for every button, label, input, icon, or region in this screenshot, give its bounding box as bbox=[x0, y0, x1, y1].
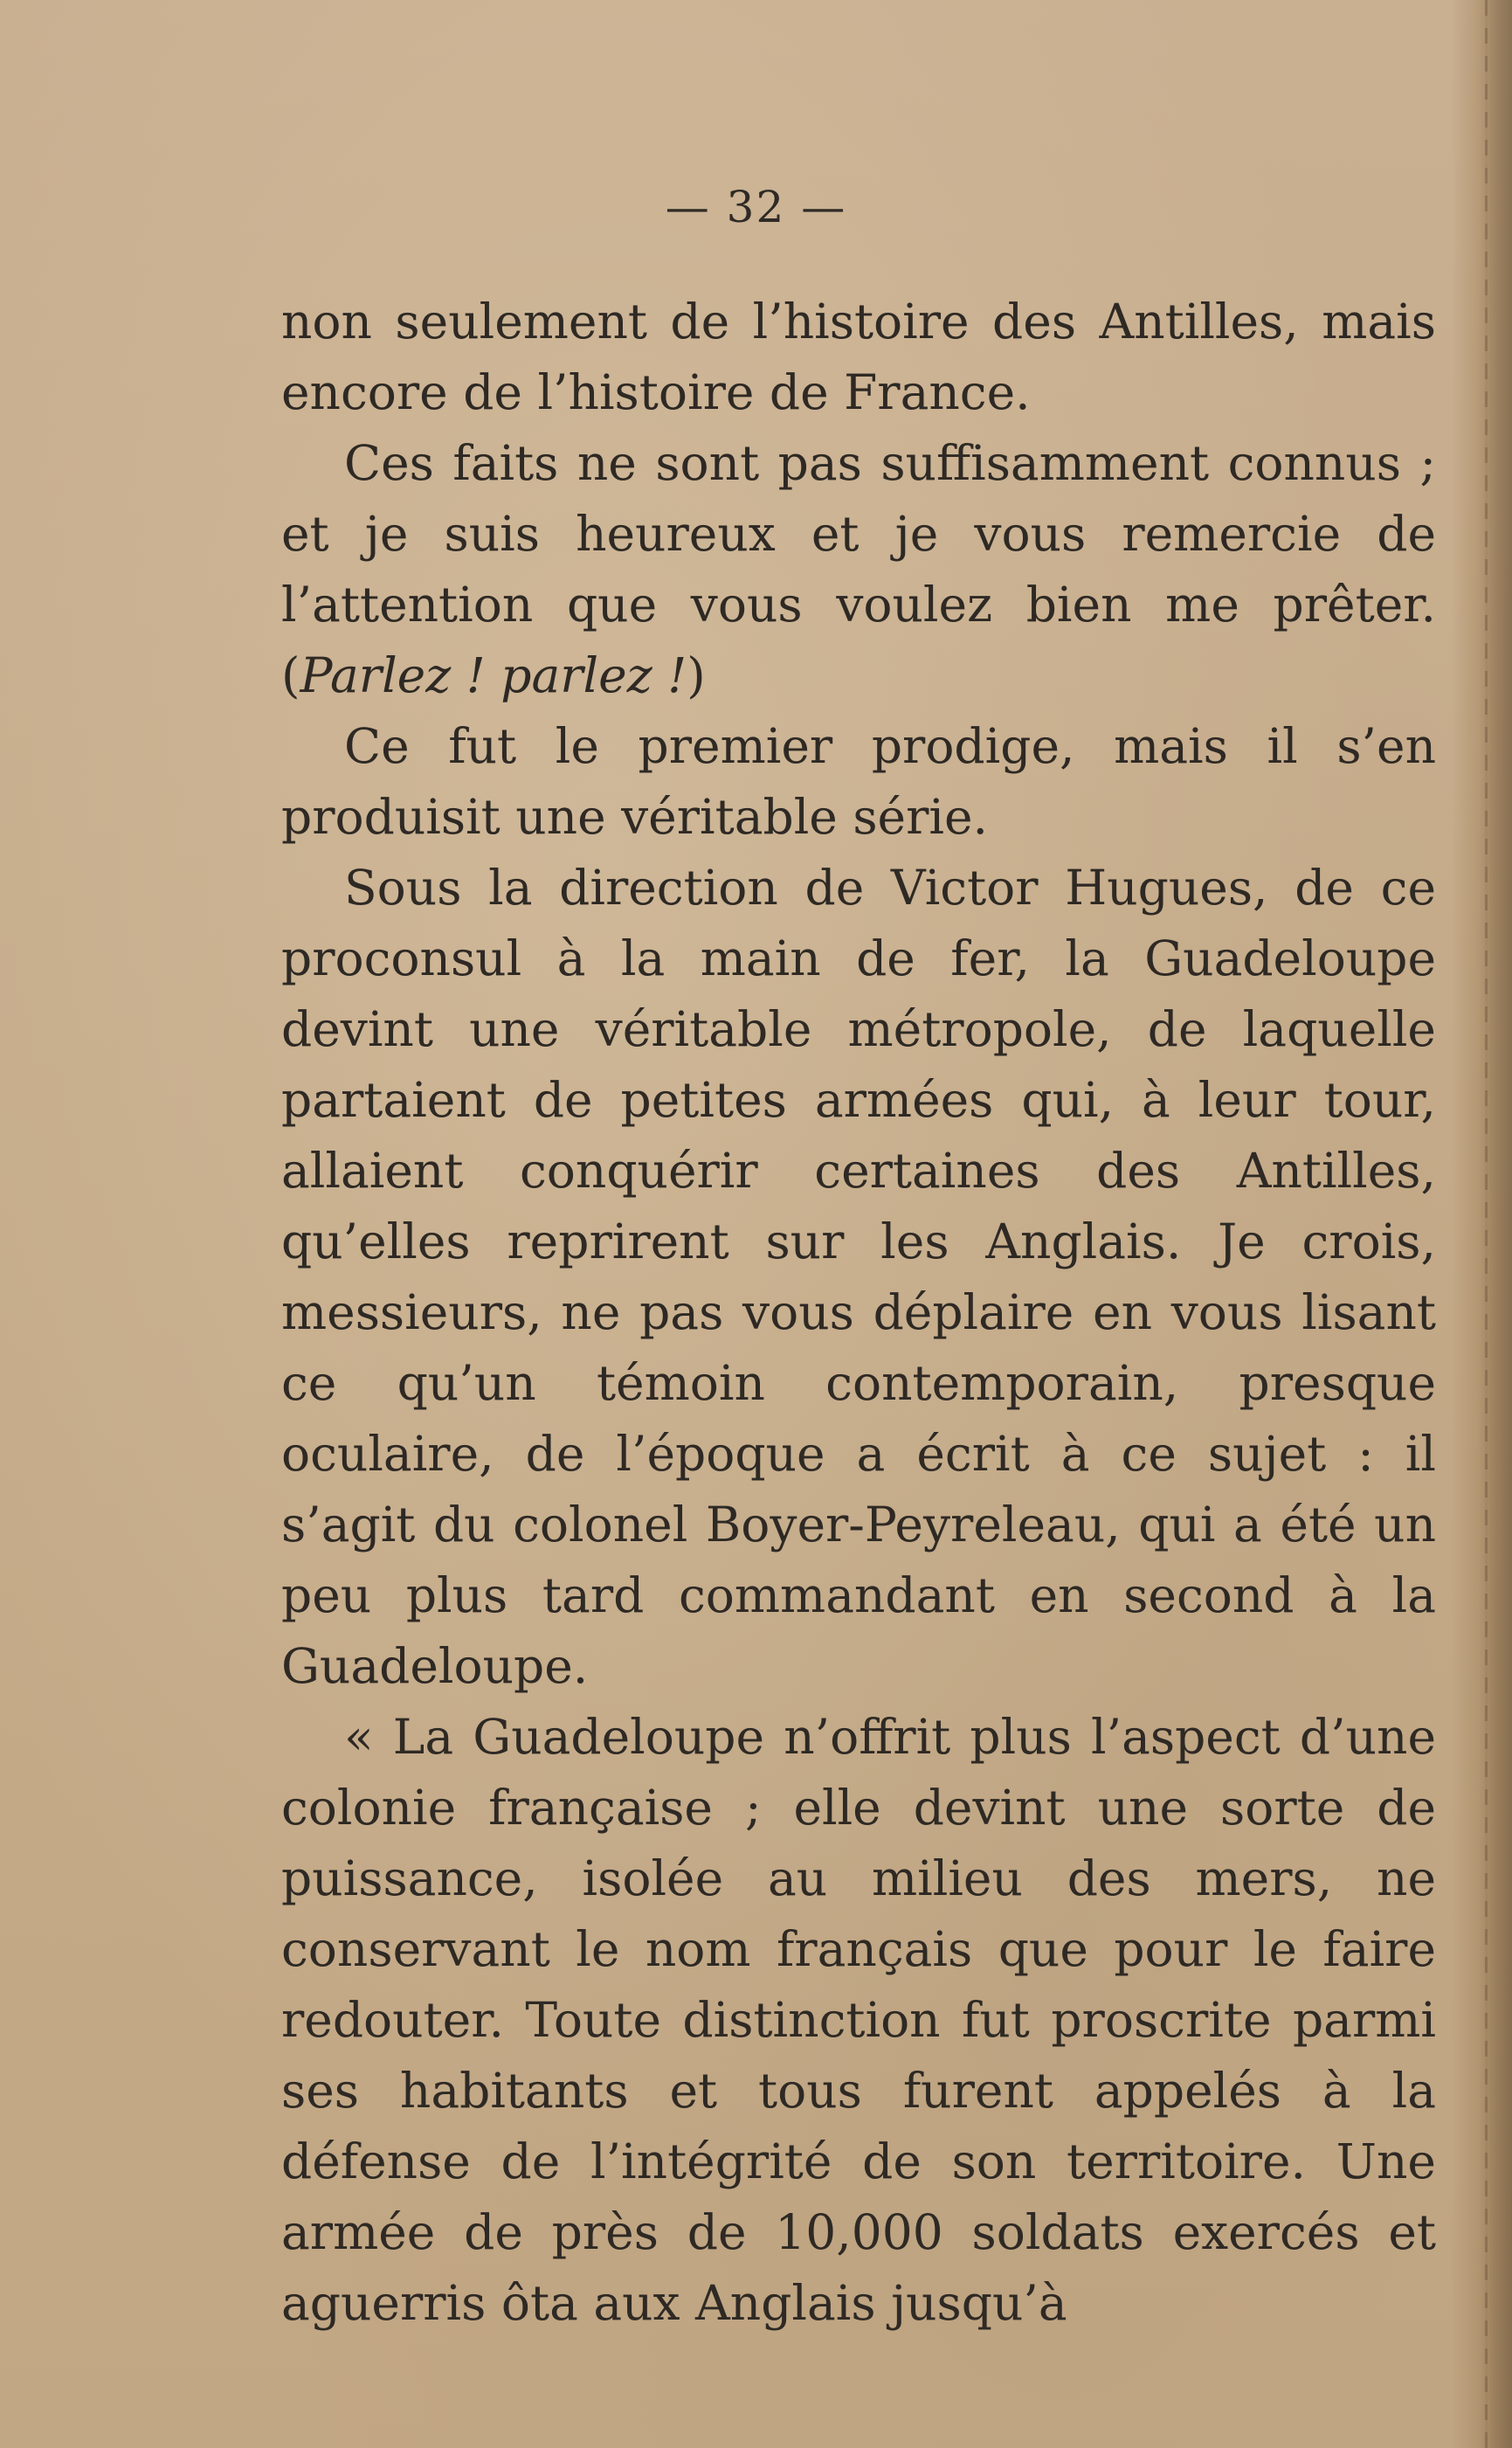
paragraph-citation: « La Guadeloupe n’offrit plus l’aspect d’une colonie française ; elle devint une sorte de puissance, isolée au milieu des mers, ne conservant le nom français que pour le faire redouter. Toute distinction fut proscrite parmi ses habitants et tous furent appelés à la défense de l’intégrité de son territoire. Une armée de près de 10,000 soldats exercés et aguerris ôta aux Anglais jusqu’à bbox=[281, 1709, 1436, 2331]
page-edge-shadow bbox=[1451, 0, 1512, 2448]
paragraph-hugues: Sous la direction de Victor Hugues, de ce proconsul à la main de fer, la Guadeloupe devint une véritable métropole, de laquelle partaient de petites armées qui, à leur tour, allaient conquérir certaines des Antilles, qu’elles reprirent sur les Anglais. Je crois, messieurs, ne pas vous déplaire en vous lisant ce qu’un témoin contemporain, presque oculaire, de l’époque a écrit à ce sujet : il s’agit du colonel Boyer-Peyreleau, qui a été un peu plus tard commandant en second à la Guadeloupe. bbox=[281, 860, 1436, 1694]
paragraph-continuation: non seulement de l’histoire des Antilles, mais encore de l’histoire de France. bbox=[281, 294, 1436, 420]
paragraph-faits-close: ) bbox=[687, 647, 706, 703]
paragraph-faits-text: Ces faits ne sont pas suffisamment connus ; et je suis heureux et je vous remercie de l’attention que vous voulez bien me prêter. ( bbox=[281, 435, 1436, 703]
paragraph-prodige: Ce fut le premier prodige, mais il s’en produisit une véritable série. bbox=[281, 718, 1436, 845]
page-edge-line bbox=[1485, 0, 1488, 2448]
page-number: — 32 — bbox=[665, 182, 847, 232]
body-text bbox=[281, 287, 1436, 2339]
paragraph-faits bbox=[281, 428, 1436, 711]
interjection-parlez: Parlez ! parlez ! bbox=[300, 647, 687, 703]
